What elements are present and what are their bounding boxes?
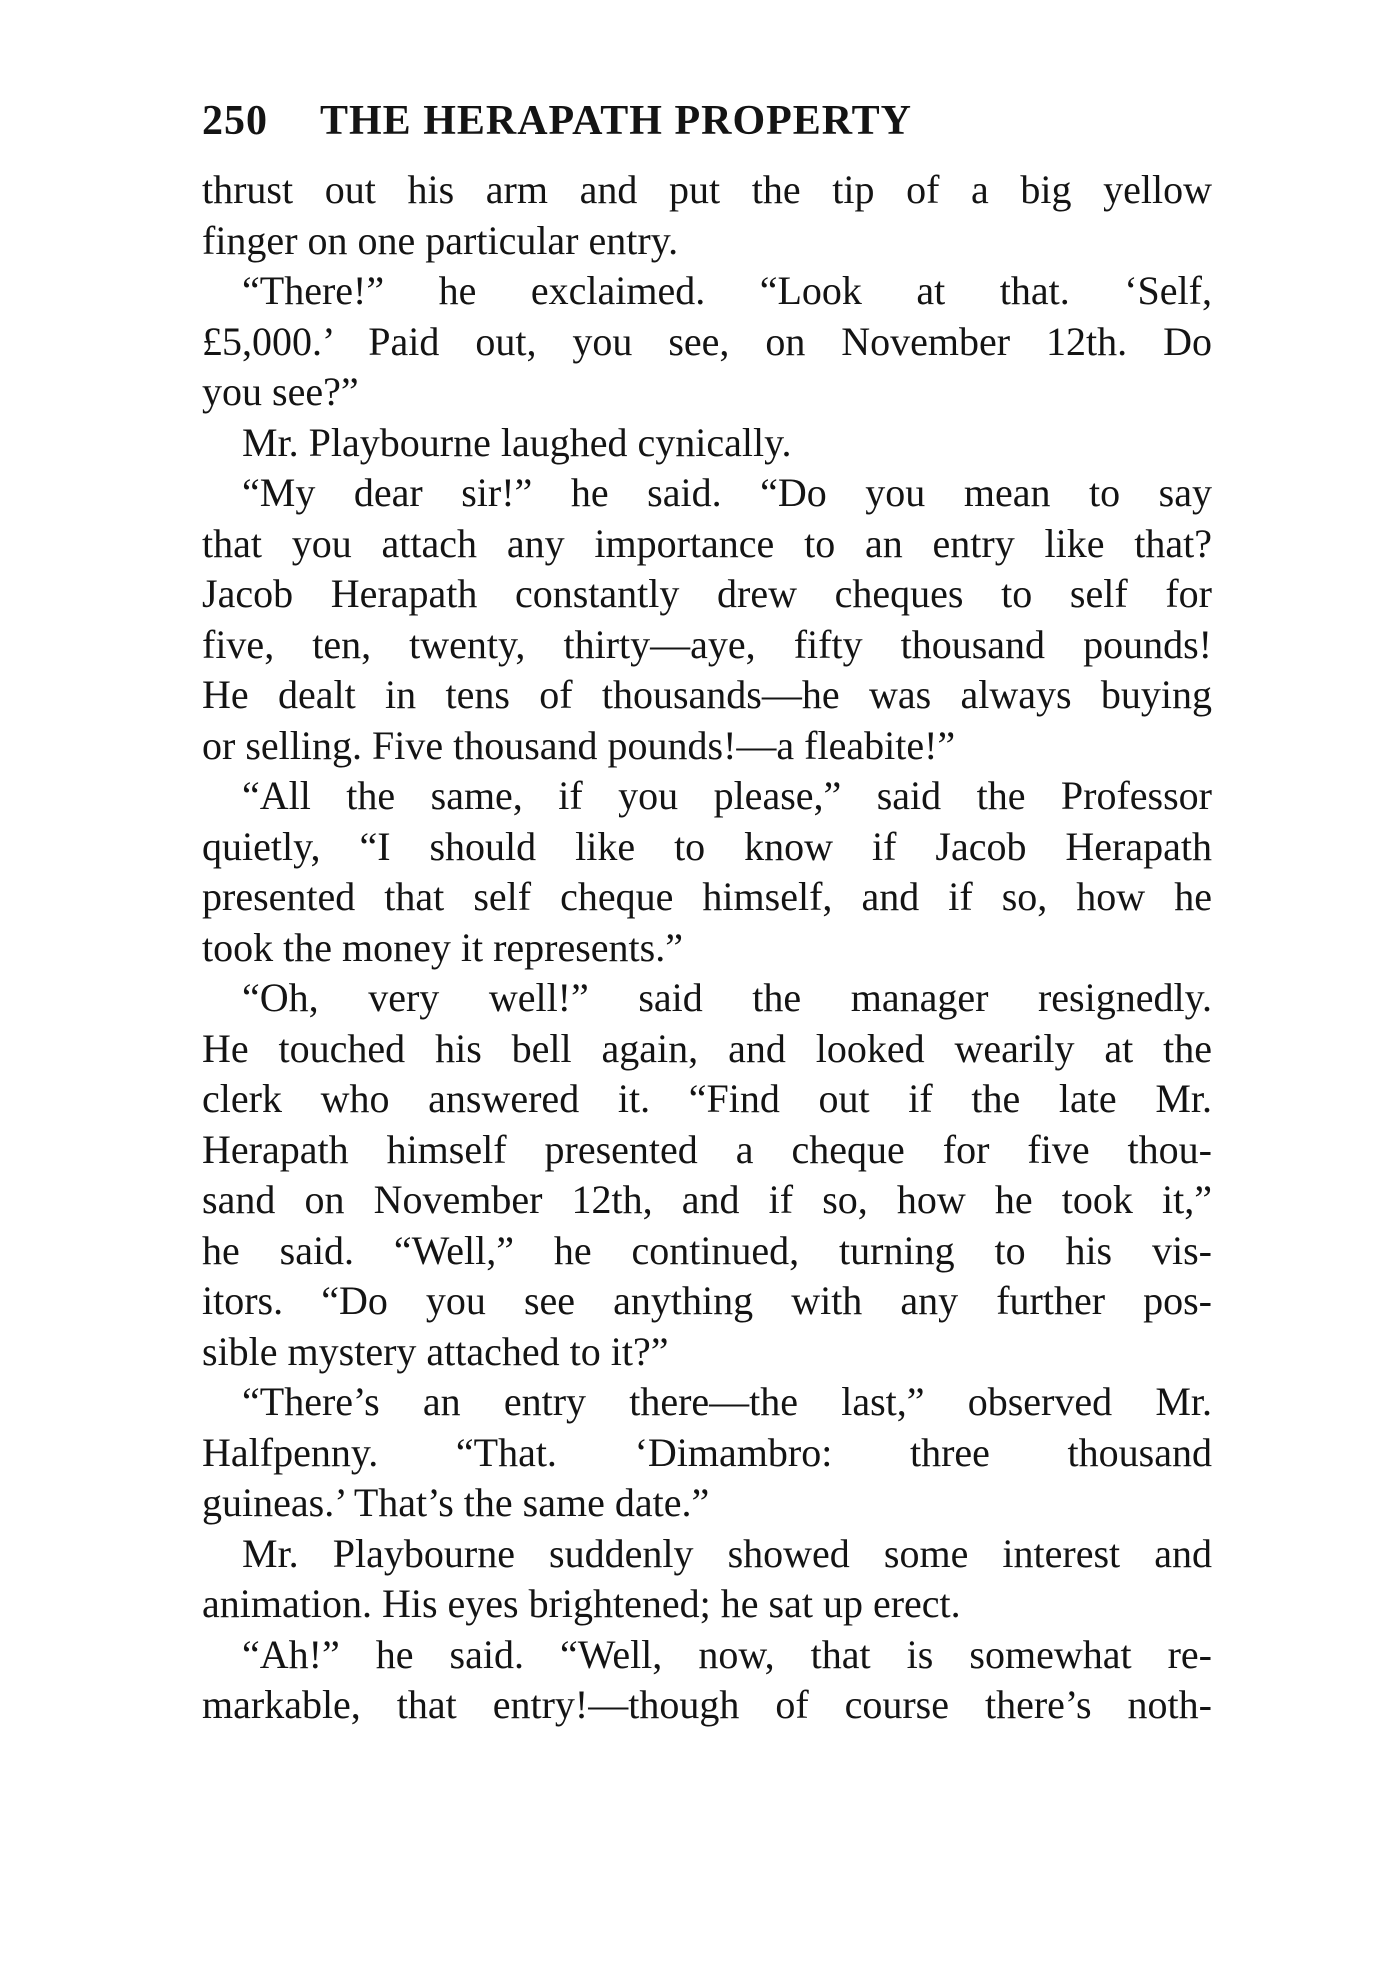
- text-line: markable, that entry!—though of course there’s noth-: [202, 1682, 1212, 1727]
- text-line: quietly, “I should like to know if Jacob Herapath: [202, 823, 1212, 869]
- text-line: £5,000.’ Paid out, you see, on November 12th. Do: [202, 318, 1212, 364]
- text-line: Mr. Playbourne laughed cynically.: [242, 419, 792, 465]
- text-line: Halfpenny. “That. ‘Dimambro: three thousand: [202, 1429, 1212, 1475]
- text-line: Jacob Herapath constantly drew cheques to self for: [202, 571, 1212, 616]
- text-line: or selling. Five thousand pounds!—a fleabite!”: [202, 722, 956, 768]
- text-line: Herapath himself presented a cheque for five thou-: [202, 1126, 1212, 1172]
- text-line: clerk who answered it. “Find out if the late Mr.: [202, 1076, 1212, 1121]
- text-line: “All the same, if you please,” said the Professor: [242, 773, 1212, 818]
- text-line: he said. “Well,” he continued, turning to his vis-: [202, 1227, 1212, 1273]
- text-line: that you attach any importance to an entry like that?: [202, 520, 1212, 566]
- text-line: “There’s an entry there—the last,” observed Mr.: [242, 1379, 1212, 1424]
- text-line: animation. His eyes brightened; he sat up erect.: [202, 1581, 961, 1626]
- text-line: presented that self cheque himself, and if so, how he: [202, 874, 1212, 919]
- text-line: He dealt in tens of thousands—he was always buying: [202, 672, 1212, 717]
- text-line: “Ah!” he said. “Well, now, that is somewhat re-: [242, 1631, 1212, 1677]
- text-line: “Oh, very well!” said the manager resignedly.: [242, 975, 1212, 1020]
- text-line: itors. “Do you see anything with any further pos-: [202, 1278, 1212, 1323]
- text-line: five, ten, twenty, thirty—aye, fifty thousand pounds!: [202, 621, 1212, 667]
- text-line: sand on November 12th, and if so, how he took it,”: [202, 1177, 1212, 1222]
- text-line: sible mystery attached to it?”: [202, 1328, 669, 1374]
- text-line: He touched his bell again, and looked wearily at the: [202, 1025, 1212, 1071]
- text-line: finger on one particular entry.: [202, 217, 679, 263]
- text-line: you see?”: [202, 369, 359, 414]
- text-line: thrust out his arm and put the tip of a big yellow: [202, 167, 1212, 212]
- text-line: “There!” he exclaimed. “Look at that. ‘Self,: [242, 268, 1212, 313]
- book-title: THE HERAPATH PROPERTY: [320, 98, 912, 144]
- text-line: took the money it represents.”: [202, 924, 683, 970]
- text-line: Mr. Playbourne suddenly showed some interest and: [242, 1530, 1212, 1576]
- page-number: 250: [202, 98, 268, 144]
- text-line: guineas.’ That’s the same date.”: [202, 1480, 710, 1525]
- body-text: [202, 165, 1212, 1731]
- text-line: “My dear sir!” he said. “Do you mean to say: [242, 470, 1212, 515]
- running-head: [202, 96, 1212, 146]
